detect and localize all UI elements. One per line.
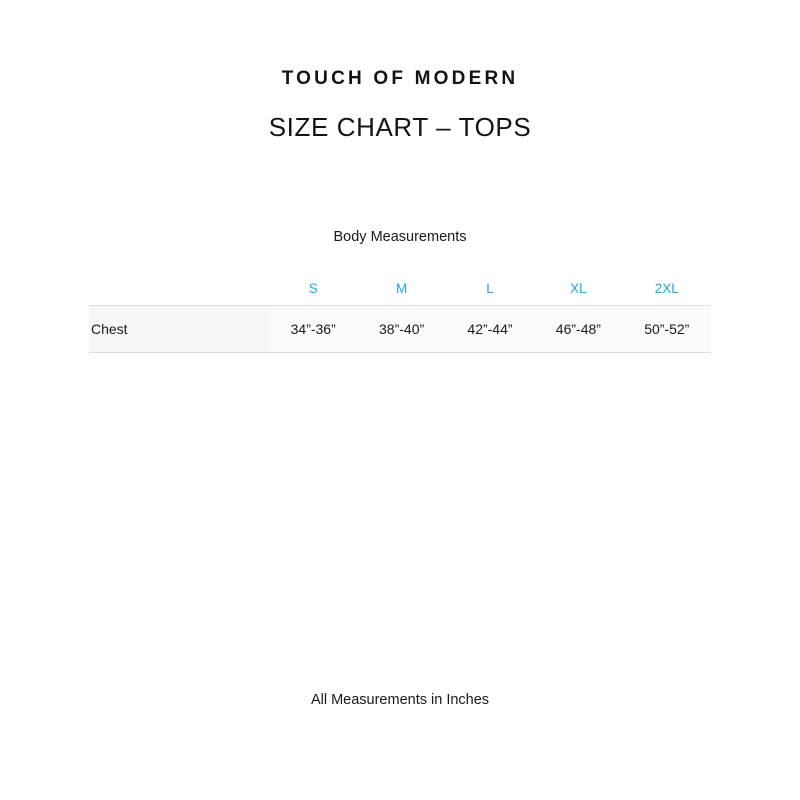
size-table-body bbox=[89, 306, 711, 353]
footer-note: All Measurements in Inches bbox=[310, 692, 490, 708]
column-header-s: S bbox=[269, 271, 357, 306]
table-header-row bbox=[89, 271, 711, 306]
column-header-l: L bbox=[446, 271, 534, 306]
column-header-m: M bbox=[357, 271, 445, 306]
cell-chest-xl: 46”-48” bbox=[534, 306, 622, 353]
cell-chest-l: 42”-44” bbox=[446, 306, 534, 353]
section-label: Body Measurements bbox=[333, 229, 467, 245]
page-title: SIZE CHART – TOPS bbox=[268, 112, 532, 142]
size-table-head bbox=[89, 271, 711, 306]
size-table-container bbox=[89, 271, 711, 353]
column-header-xl: XL bbox=[534, 271, 622, 306]
table-row bbox=[89, 306, 711, 353]
cell-chest-2xl: 50”-52” bbox=[623, 306, 711, 353]
brand-title: TOUCH OF MODERN bbox=[281, 68, 519, 89]
cell-chest-m: 38”-40” bbox=[357, 306, 445, 353]
column-header-2xl: 2XL bbox=[623, 271, 711, 306]
row-label-chest: Chest bbox=[89, 306, 269, 353]
size-table bbox=[89, 271, 711, 353]
cell-chest-s: 34”-36” bbox=[269, 306, 357, 353]
column-header-row-label bbox=[89, 271, 269, 306]
